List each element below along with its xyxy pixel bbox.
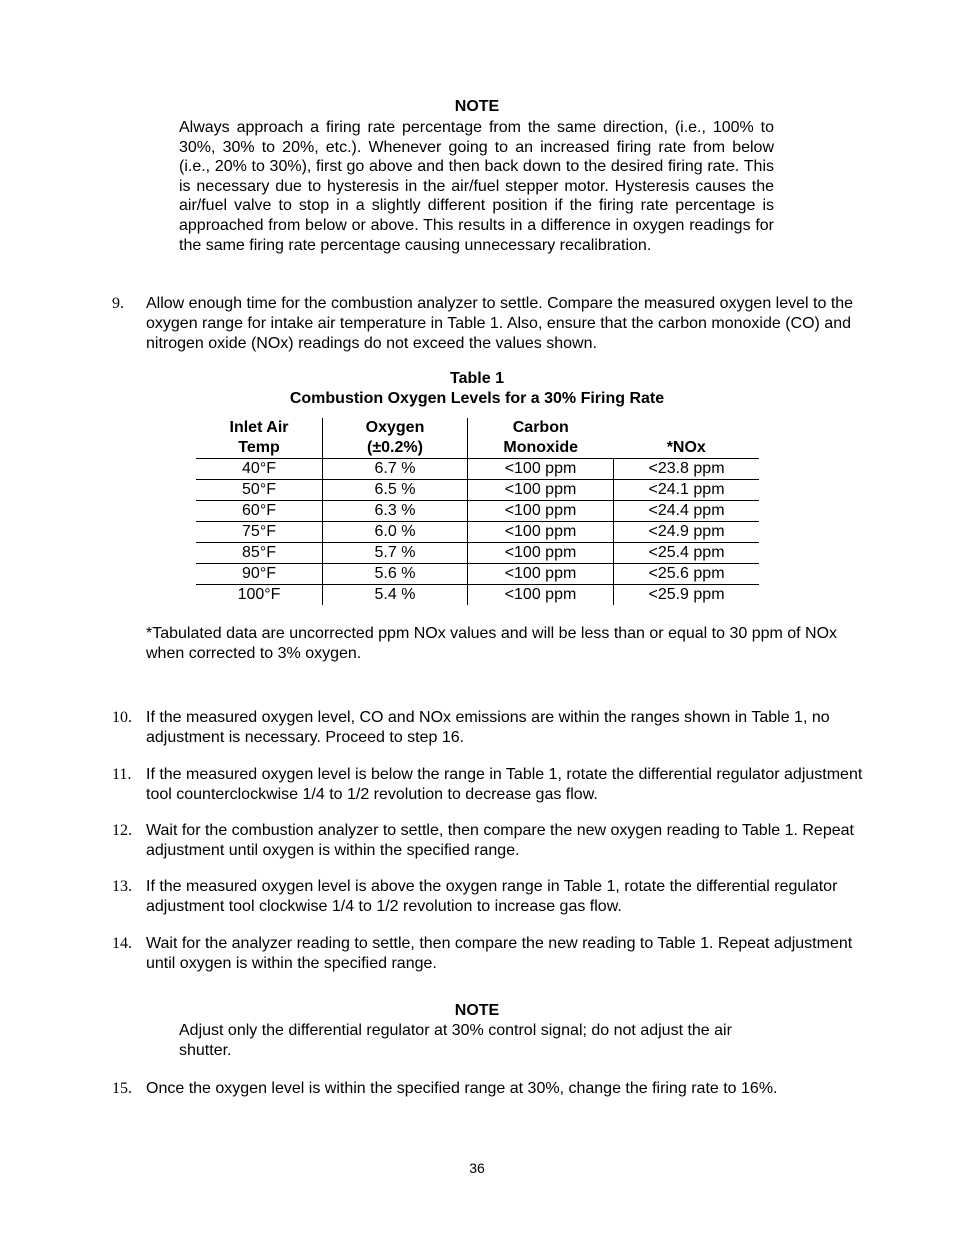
cell-co: <100 ppm — [468, 585, 614, 606]
cell-co: <100 ppm — [468, 480, 614, 501]
step-text: Allow enough time for the combustion analyzer to settle. Compare the measured oxygen level to the oxygen range for intake air temperature in Table 1. Also, ensure that the carbon monoxide (CO) and nitrogen oxide (NOx) readings do not exceed the values shown. — [146, 295, 854, 352]
note-title: NOTE — [454, 1002, 500, 1019]
step-number: 15. — [112, 1080, 132, 1097]
cell-co: <100 ppm — [468, 501, 614, 522]
cell-nox: <25.4 ppm — [614, 543, 760, 564]
note-body: Adjust only the differential regulator at 30% control signal; do not adjust the air shutter. — [179, 1022, 732, 1059]
table-header-row — [196, 418, 759, 459]
step-number: 10. — [112, 709, 132, 726]
header-line: Temp — [238, 439, 280, 456]
header-nox — [614, 418, 760, 459]
table-row — [196, 459, 759, 480]
table-label: Table 1 — [450, 370, 504, 387]
cell-temp: 90°F — [196, 564, 323, 585]
step-number: 13. — [112, 878, 132, 895]
cell-co: <100 ppm — [468, 522, 614, 543]
step-text: If the measured oxygen level, CO and NOx emissions are within the ranges shown in Table 1, no adjustment is necessary. Proceed to step 16. — [146, 709, 830, 746]
cell-temp: 100°F — [196, 585, 323, 606]
cell-oxygen: 5.7 % — [323, 543, 468, 564]
table-row — [196, 522, 759, 543]
header-line: *NOx — [666, 439, 706, 456]
cell-oxygen: 5.4 % — [323, 585, 468, 606]
table-row — [196, 585, 759, 606]
page-number: 36 — [469, 1160, 485, 1176]
header-line: Inlet Air — [229, 419, 289, 436]
cell-oxygen: 6.7 % — [323, 459, 468, 480]
cell-co: <100 ppm — [468, 564, 614, 585]
header-line: Carbon — [512, 419, 569, 436]
cell-temp: 75°F — [196, 522, 323, 543]
step-number: 12. — [112, 822, 132, 839]
table-row — [196, 564, 759, 585]
cell-temp: 85°F — [196, 543, 323, 564]
note-title: NOTE — [454, 98, 500, 115]
cell-temp: 40°F — [196, 459, 323, 480]
step-number: 9. — [112, 295, 124, 312]
header-line: Oxygen — [365, 419, 425, 436]
table-row — [196, 501, 759, 522]
header-line: (±0.2%) — [367, 439, 423, 456]
step-number: 11. — [112, 766, 132, 783]
header-inlet-air-temp — [196, 418, 323, 459]
step-text: Wait for the analyzer reading to settle, then compare the new reading to Table 1. Repeat adjustment until oxygen is within the specified range. — [146, 935, 853, 972]
cell-oxygen: 5.6 % — [323, 564, 468, 585]
step-text: Once the oxygen level is within the specified range at 30%, change the firing rate to 16%. — [146, 1080, 778, 1097]
cell-nox: <25.9 ppm — [648, 586, 725, 603]
cell-nox: <25.6 ppm — [614, 564, 760, 585]
cell-oxygen: 6.5 % — [323, 480, 468, 501]
table-title: Combustion Oxygen Levels for a 30% Firing Rate — [289, 390, 665, 407]
table-footnote: *Tabulated data are uncorrected ppm NOx values and will be less than or equal to 30 ppm of NOx when corrected to 3% oxygen. — [146, 625, 838, 662]
cell-nox: <24.4 ppm — [614, 501, 760, 522]
step-text: If the measured oxygen level is above the oxygen range in Table 1, rotate the differential regulator adjustment tool clockwise 1/4 to 1/2 revolution to increase gas flow. — [146, 878, 838, 915]
cell-co: <100 ppm — [468, 459, 614, 480]
header-oxygen — [323, 418, 468, 459]
cell-co: <100 ppm — [468, 543, 614, 564]
step-number: 14. — [112, 935, 132, 952]
header-line: Monoxide — [503, 439, 579, 456]
cell-nox: <24.9 ppm — [614, 522, 760, 543]
cell-nox: <23.8 ppm — [614, 459, 760, 480]
cell-temp: 50°F — [196, 480, 323, 501]
cell-oxygen: 6.0 % — [323, 522, 468, 543]
cell-temp: 60°F — [196, 501, 323, 522]
cell-oxygen: 6.3 % — [323, 501, 468, 522]
table-row — [196, 480, 759, 501]
cell-nox: <24.1 ppm — [614, 480, 760, 501]
note-body: Always approach a firing rate percentage from the same direction, (i.e., 100% to 30%, 30% to 20%, etc.). Whenever going to an increased firing rate from below (i.e., 20% to 30%), first go above and then back down to the desired firing rate. This is necessary due to hysteresis in the air/fuel stepper motor. Hysteresis causes the air/fuel valve to stop in a slightly different position if the firing rate percentage is approached from below or above. This results in a difference in oxygen readings for the same firing rate percentage causing unnecessary recalibration. — [179, 119, 774, 254]
step-text: Wait for the combustion analyzer to settle, then compare the new oxygen reading to Table 1. Repeat adjustment until oxygen is within the specified range. — [146, 822, 854, 859]
oxygen-levels-table — [196, 418, 759, 605]
step-text: If the measured oxygen level is below the range in Table 1, rotate the differential regulator adjustment tool counterclockwise 1/4 to 1/2 revolution to decrease gas flow. — [146, 766, 863, 803]
table-row — [196, 543, 759, 564]
header-carbon-monoxide — [468, 418, 614, 459]
